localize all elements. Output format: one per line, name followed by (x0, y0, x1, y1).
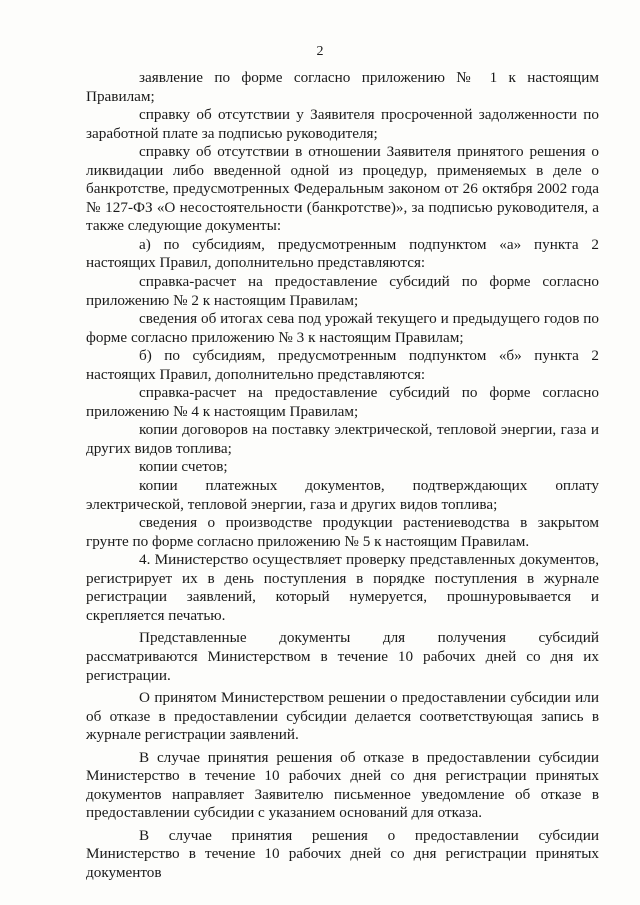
paragraph: заявление по форме согласно приложению № 1 к настоящим Правилам; (86, 69, 599, 105)
paragraph: копии счетов; (139, 458, 228, 476)
paragraph: б) по субсидиям, предусмотренным подпунктом «б» пункта 2 настоящих Правил, дополнительно представляются: (86, 347, 599, 383)
paragraph: сведения об итогах сева под урожай текущего и предыдущего годов по форме согласно приложению № 3 к настоящим Правилам; (86, 310, 599, 346)
paragraph: справка-расчет на предоставление субсидий по форме согласно приложению № 4 к настоящим Правилам; (86, 384, 599, 420)
paragraph: В случае принятия решения об отказе в предоставлении субсидии Министерство в течение 10 рабочих дней со дня регистрации принятых документов направляет Заявителю письменное уведомление об отказе в предоставлении субсидии с указанием оснований для отказа. (86, 748, 599, 822)
paragraph: справку об отсутствии у Заявителя просроченной задолженности по заработной плате за подписью руководителя; (86, 106, 599, 142)
document-body (86, 69, 599, 883)
paragraph: 4. Министерство осуществляет проверку представленных документов, регистрирует их в день поступления в порядке поступления в журнале регистрации заявлений, который нумеруется, прошнуровывается и скрепляется печатью. (86, 551, 599, 624)
paragraph: О принятом Министерством решении о предоставлении субсидии или об отказе в предоставлении субсидии делается соответствующая запись в журнале регистрации заявлений. (86, 689, 599, 744)
paragraph: В случае принятия решения о предоставлении субсидии Министерство в течение 10 рабочих дней со дня регистрации принятых документов (86, 826, 599, 881)
paragraph: а) по субсидиям, предусмотренным подпунктом «а» пункта 2 настоящих Правил, дополнительно представляются: (86, 235, 599, 272)
page-number: 2 (316, 44, 324, 59)
paragraph: Представленные документы для получения субсидий рассматриваются Министерством в течение 10 рабочих дней со дня их регистрации. (86, 629, 599, 684)
paragraph: сведения о производстве продукции растениеводства в закрытом грунте по форме согласно приложению № 5 к настоящим Правилам. (86, 514, 599, 550)
paragraph: справку об отсутствии в отношении Заявителя принятого решения о ликвидации либо введенной одной из процедур, применяемых в деле о банкротстве, предусмотренных Федеральным законом от 26 октября 2002 года № 127-ФЗ «О несостоятельности (банкротстве)», за подписью руководителя, а также следующие документы: (86, 143, 599, 235)
paragraph: копии платежных документов, подтверждающих оплату электрической, тепловой энергии, газа и других видов топлива; (86, 477, 599, 513)
paragraph: копии договоров на поставку электрической, тепловой энергии, газа и других видов топлива; (86, 421, 599, 457)
paragraph: справка-расчет на предоставление субсидий по форме согласно приложению № 2 к настоящим Правилам; (86, 273, 599, 309)
